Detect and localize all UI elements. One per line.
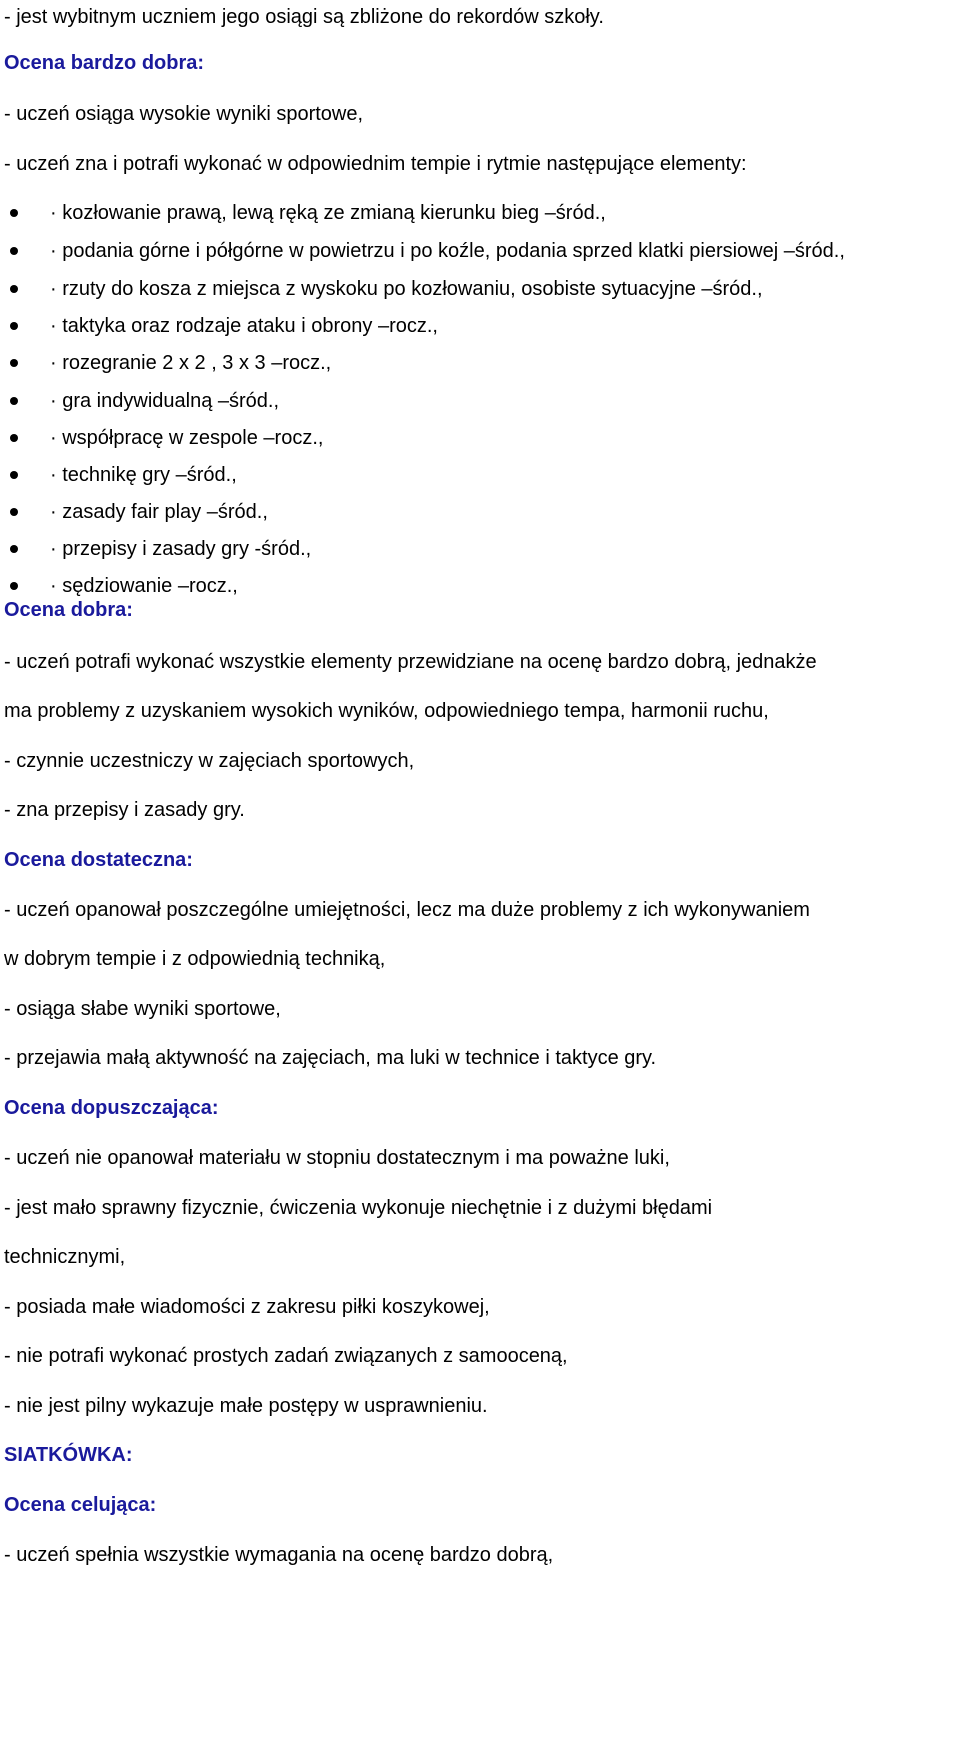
bullet-icon <box>10 359 18 367</box>
bullet-text: · rzuty do kosza z miejsca z wyskoku po kozłowaniu, osobiste sytuacyjne –śród., <box>50 278 763 300</box>
paragraph-line: - uczeń nie opanował materiału w stopniu dostatecznym i ma poważne luki, <box>4 1147 670 1169</box>
bullet-text: · współpracę w zespole –rocz., <box>50 427 324 449</box>
bullet-text: · podania górne i półgórne w powietrzu i po koźle, podania sprzed klatki piersiowej –śród., <box>50 240 845 262</box>
bullet-icon <box>10 508 18 516</box>
section-heading: Ocena bardzo dobra: <box>4 52 205 74</box>
paragraph-line: ma problemy z uzyskaniem wysokich wyników, odpowiedniego tempa, harmonii ruchu, <box>4 700 769 722</box>
paragraph-line: - jest wybitnym uczniem jego osiągi są zbliżone do rekordów szkoły. <box>4 6 604 28</box>
bullet-text: · technikę gry –śród., <box>50 464 237 486</box>
paragraph-line: - czynnie uczestniczy w zajęciach sportowych, <box>4 750 415 772</box>
paragraph-line: - uczeń spełnia wszystkie wymagania na ocenę bardzo dobrą, <box>4 1544 554 1566</box>
bullet-icon <box>10 397 18 405</box>
bullet-icon <box>10 582 18 590</box>
bullet-icon <box>10 209 18 217</box>
bullet-text: · sędziowanie –rocz., <box>50 575 238 597</box>
paragraph-line: - jest mało sprawny fizycznie, ćwiczenia wykonuje niechętnie i z dużymi błędami <box>4 1197 713 1219</box>
bullet-icon <box>10 322 18 330</box>
paragraph-line: w dobrym tempie i z odpowiednią techniką, <box>4 948 386 970</box>
bullet-icon <box>10 247 18 255</box>
section-heading: Ocena dopuszczająca: <box>4 1097 219 1119</box>
bullet-text: · przepisy i zasady gry -śród., <box>50 538 312 560</box>
bullet-icon <box>10 434 18 442</box>
paragraph-line: - uczeń opanował poszczególne umiejętności, lecz ma duże problemy z ich wykonywaniem <box>4 899 810 921</box>
section-heading: Ocena celująca: <box>4 1494 157 1516</box>
paragraph-line: - zna przepisy i zasady gry. <box>4 799 245 821</box>
section-heading: SIATKÓWKA: <box>4 1444 133 1466</box>
bullet-icon <box>10 285 18 293</box>
paragraph-line: - przejawia małą aktywność na zajęciach, ma luki w technice i taktyce gry. <box>4 1047 657 1069</box>
paragraph-line: - nie jest pilny wykazuje małe postępy w usprawnieniu. <box>4 1395 488 1417</box>
bullet-text: · zasady fair play –śród., <box>50 501 268 523</box>
paragraph-line: - posiada małe wiadomości z zakresu piłki koszykowej, <box>4 1296 490 1318</box>
paragraph-line: - uczeń zna i potrafi wykonać w odpowiednim tempie i rytmie następujące elementy: <box>4 153 747 175</box>
paragraph-line: technicznymi, <box>4 1246 126 1268</box>
bullet-text: · kozłowanie prawą, lewą ręką ze zmianą kierunku bieg –śród., <box>50 202 606 224</box>
bullet-icon <box>10 471 18 479</box>
paragraph-line: - uczeń potrafi wykonać wszystkie elementy przewidziane na ocenę bardzo dobrą, jednakże <box>4 651 817 673</box>
bullet-text: · rozegranie 2 x 2 , 3 x 3 –rocz., <box>50 352 332 374</box>
bullet-text: · taktyka oraz rodzaje ataku i obrony –rocz., <box>50 315 438 337</box>
section-heading: Ocena dostateczna: <box>4 849 193 871</box>
bullet-icon <box>10 545 18 553</box>
paragraph-line: - osiąga słabe wyniki sportowe, <box>4 998 281 1020</box>
paragraph-line: - uczeń osiąga wysokie wyniki sportowe, <box>4 103 364 125</box>
section-heading: Ocena dobra: <box>4 599 133 621</box>
bullet-text: · gra indywidualną –śród., <box>50 390 280 412</box>
paragraph-line: - nie potrafi wykonać prostych zadań związanych z samooceną, <box>4 1345 568 1367</box>
